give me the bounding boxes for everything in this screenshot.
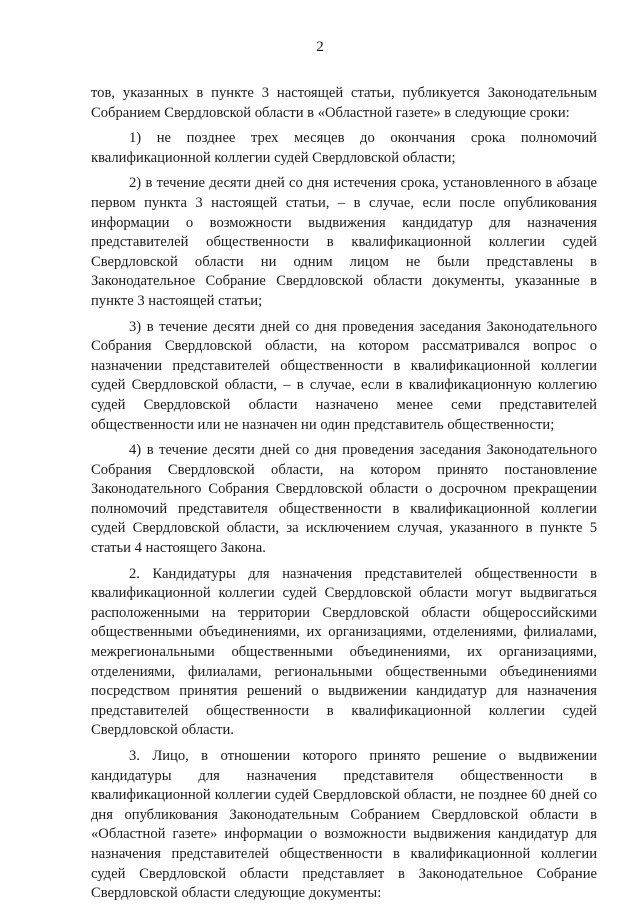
paragraph-continuation: тов, указанных в пункте 3 настоящей статьи, публикуется Законодательным Собранием Свердловской области в «Областной газете» в следующие сроки: (91, 85, 597, 121)
page-number: 2 (316, 39, 324, 55)
paragraph-section-3: 3. Лицо, в отношении которого принято решение о выдвижении кандидатуры для назначения представителя общественности в квалификационной коллегии судей Свердловской области, не позднее 60 дней со дня опубликования Законодательным Собранием Свердловской области в «Областной газете» информации о возможности выдвижения кандидатур для назначения представителей общественности в квалификационной коллегии судей Свердловской области представляет в Законодательное Собрание Свердловской области следующие документы: (91, 748, 597, 902)
paragraph-item-4: 4) в течение десяти дней со дня проведения заседания Законодательного Собрания Свердловской области, на котором принято постановление Законодательного Собрания Свердловской области о досрочном прекращении полномочий представителя общественности в квалификационной коллегии судей Свердловской области, за исключением случая, указанного в пункте 5 статьи 4 настоящего Закона. (91, 442, 597, 557)
paragraph-item-1: 1) не позднее трех месяцев до окончания срока полномочий квалификационной коллегии судей Свердловской области; (91, 130, 597, 166)
paragraph-section-2: 2. Кандидатуры для назначения представителей общественности в квалификационной коллегии судей Свердловской области могут выдвигаться расположенными на территории Свердловской области общероссийскими общественными объединениями, их организациями, отделениями, филиалами, межрегиональными общественными объединениями, их организациями, отделениями, филиалами, региональными общественными объединениями посредством принятия решений о выдвижении кандидатур для назначения представителей общественности в квалификационной коллегии судей Свердловской области. (91, 565, 597, 739)
body-text (91, 84, 597, 910)
paragraph-item-2: 2) в течение десяти дней со дня истечения срока, установленного в абзаце первом пункта 3 настоящей статьи, – в случае, если после опубликования информации о возможности выдвижения кандидатур для назначения представителей общественности в квалификационной коллегии судей Свердловской области ни одним лицом не были представлены в Законодательное Собрание Свердловской области документы, указанные в пункте 3 настоящей статьи; (91, 175, 597, 309)
paragraph-item-3: 3) в течение десяти дней со дня проведения заседания Законодательного Собрания Свердловской области, на котором рассматривался вопрос о назначении представителей общественности в квалификационной коллегии судей Свердловской области, – в случае, если в квалификационную коллегию судей Свердловской области назначено менее семи представителей общественности или не назначен ни один представитель общественности; (91, 318, 597, 433)
